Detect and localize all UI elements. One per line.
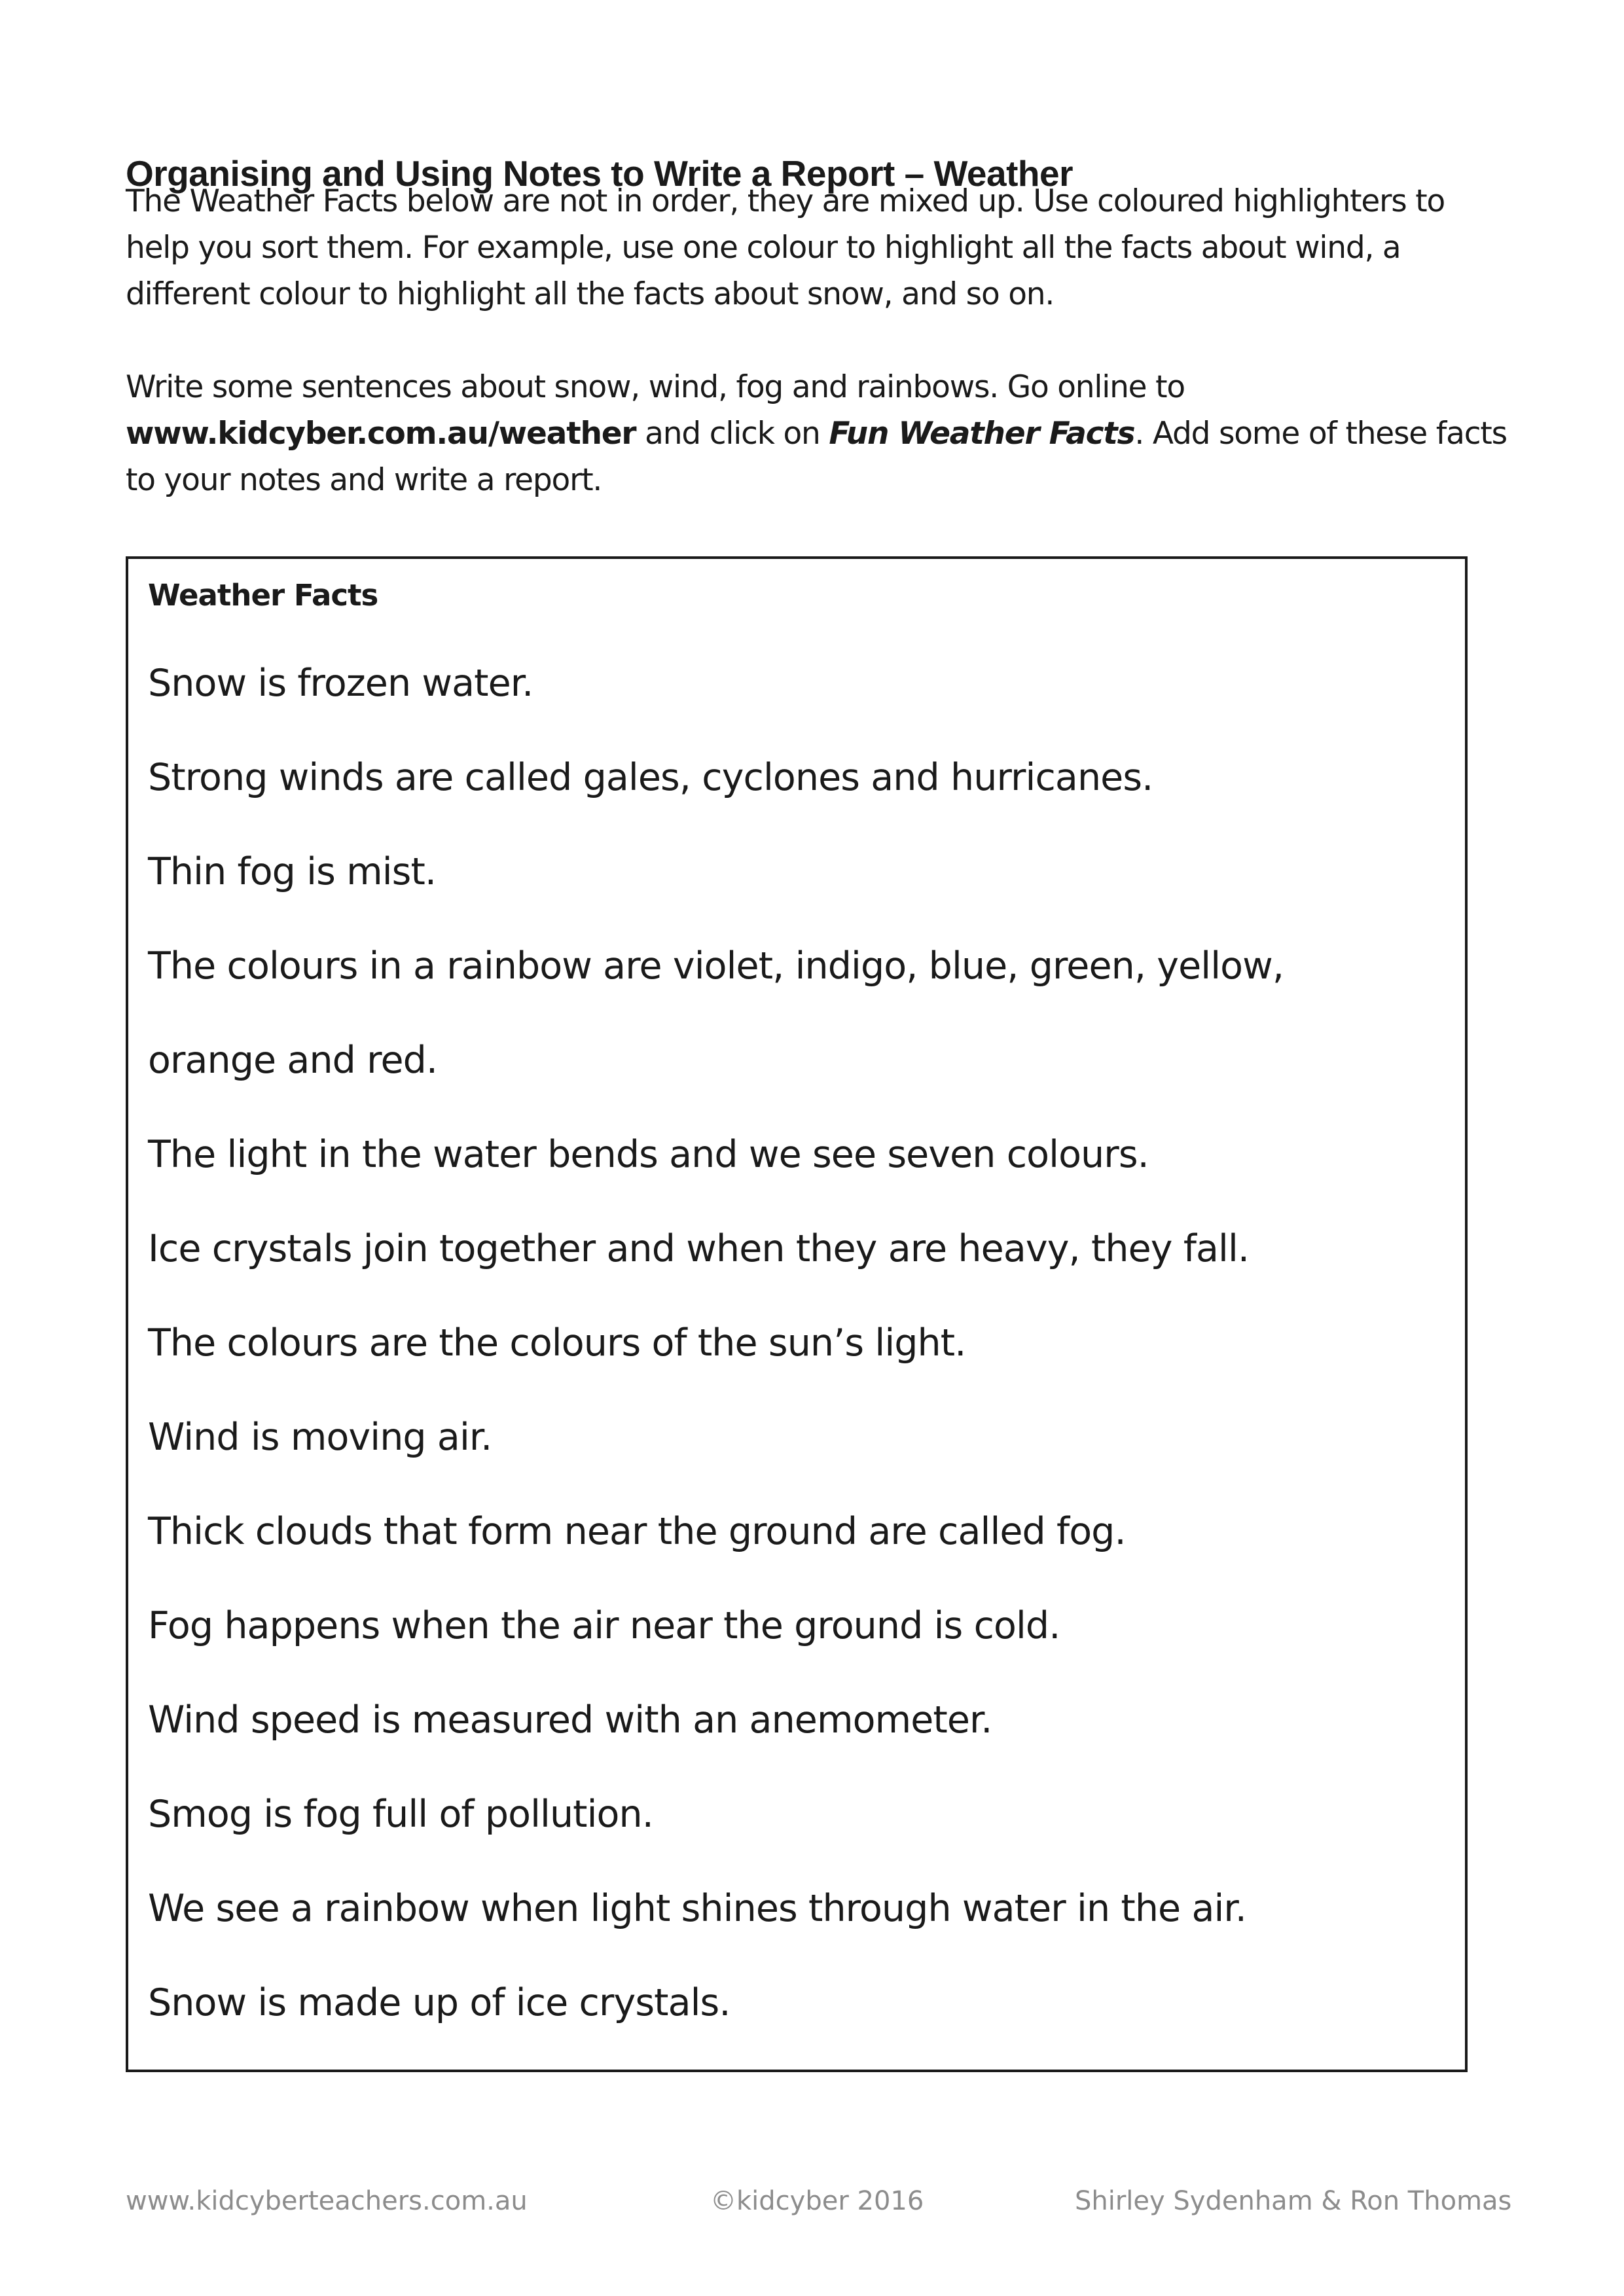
fact-line: Ice crystals join together and when they are heavy, they fall. <box>148 1227 1250 1270</box>
intro-text-part-1: Write some sentences about snow, wind, fog and rainbows. Go online to <box>126 369 1185 405</box>
intro-text-part-2: and click on <box>636 416 829 452</box>
intro-paragraph-1: The Weather Facts below are not in order, they are mixed up. Use coloured highlighters to help you sort them. For example, use one colour to highlight all the facts about wind, a different colour to highlight all the facts about snow, and so on. <box>126 183 1445 312</box>
weather-facts-heading: Weather Facts <box>148 578 378 613</box>
fact-line: Snow is frozen water. <box>148 662 533 705</box>
fact-line: Strong winds are called gales, cyclones and hurricanes. <box>148 756 1153 799</box>
fact-line: Fog happens when the air near the ground is cold. <box>148 1604 1060 1647</box>
fact-line: Thin fog is mist. <box>148 850 437 893</box>
fact-line: Thick clouds that form near the ground are called fog. <box>148 1510 1126 1553</box>
weather-facts-box <box>126 556 1468 2072</box>
fun-weather-facts-emphasis: Fun Weather Facts <box>829 416 1135 452</box>
footer-website: www.kidcyberteachers.com.au <box>126 2186 528 2216</box>
footer-copyright: ©kidcyber 2016 <box>710 2186 924 2216</box>
fact-line: Snow is made up of ice crystals. <box>148 1981 731 2024</box>
footer-authors: Shirley Sydenham & Ron Thomas <box>1075 2186 1512 2216</box>
intro-instructions <box>126 178 1513 503</box>
fact-line: Wind speed is measured with an anemometer. <box>148 1698 992 1742</box>
fact-line: The light in the water bends and we see seven colours. <box>148 1133 1149 1176</box>
kidcyber-weather-link: www.kidcyber.com.au/weather <box>126 416 636 452</box>
intro-paragraph-2 <box>126 364 1513 503</box>
intro-text-part-3: . Add some of these facts to your notes and write a report. <box>126 416 1507 498</box>
fact-line: The colours in a rainbow are violet, indigo, blue, green, yellow, <box>148 944 1284 988</box>
paragraph-spacer <box>126 317 1513 364</box>
fact-line: The colours are the colours of the sun’s light. <box>148 1321 966 1365</box>
weather-facts-list <box>148 636 1284 2050</box>
fact-line: We see a rainbow when light shines through water in the air. <box>148 1887 1246 1930</box>
fact-line: Smog is fog full of pollution. <box>148 1793 653 1836</box>
fact-line: Wind is moving air. <box>148 1416 492 1459</box>
page-title: Organising and Using Notes to Write a Report – Weather <box>126 152 1074 194</box>
fact-line: orange and red. <box>148 1039 438 1082</box>
